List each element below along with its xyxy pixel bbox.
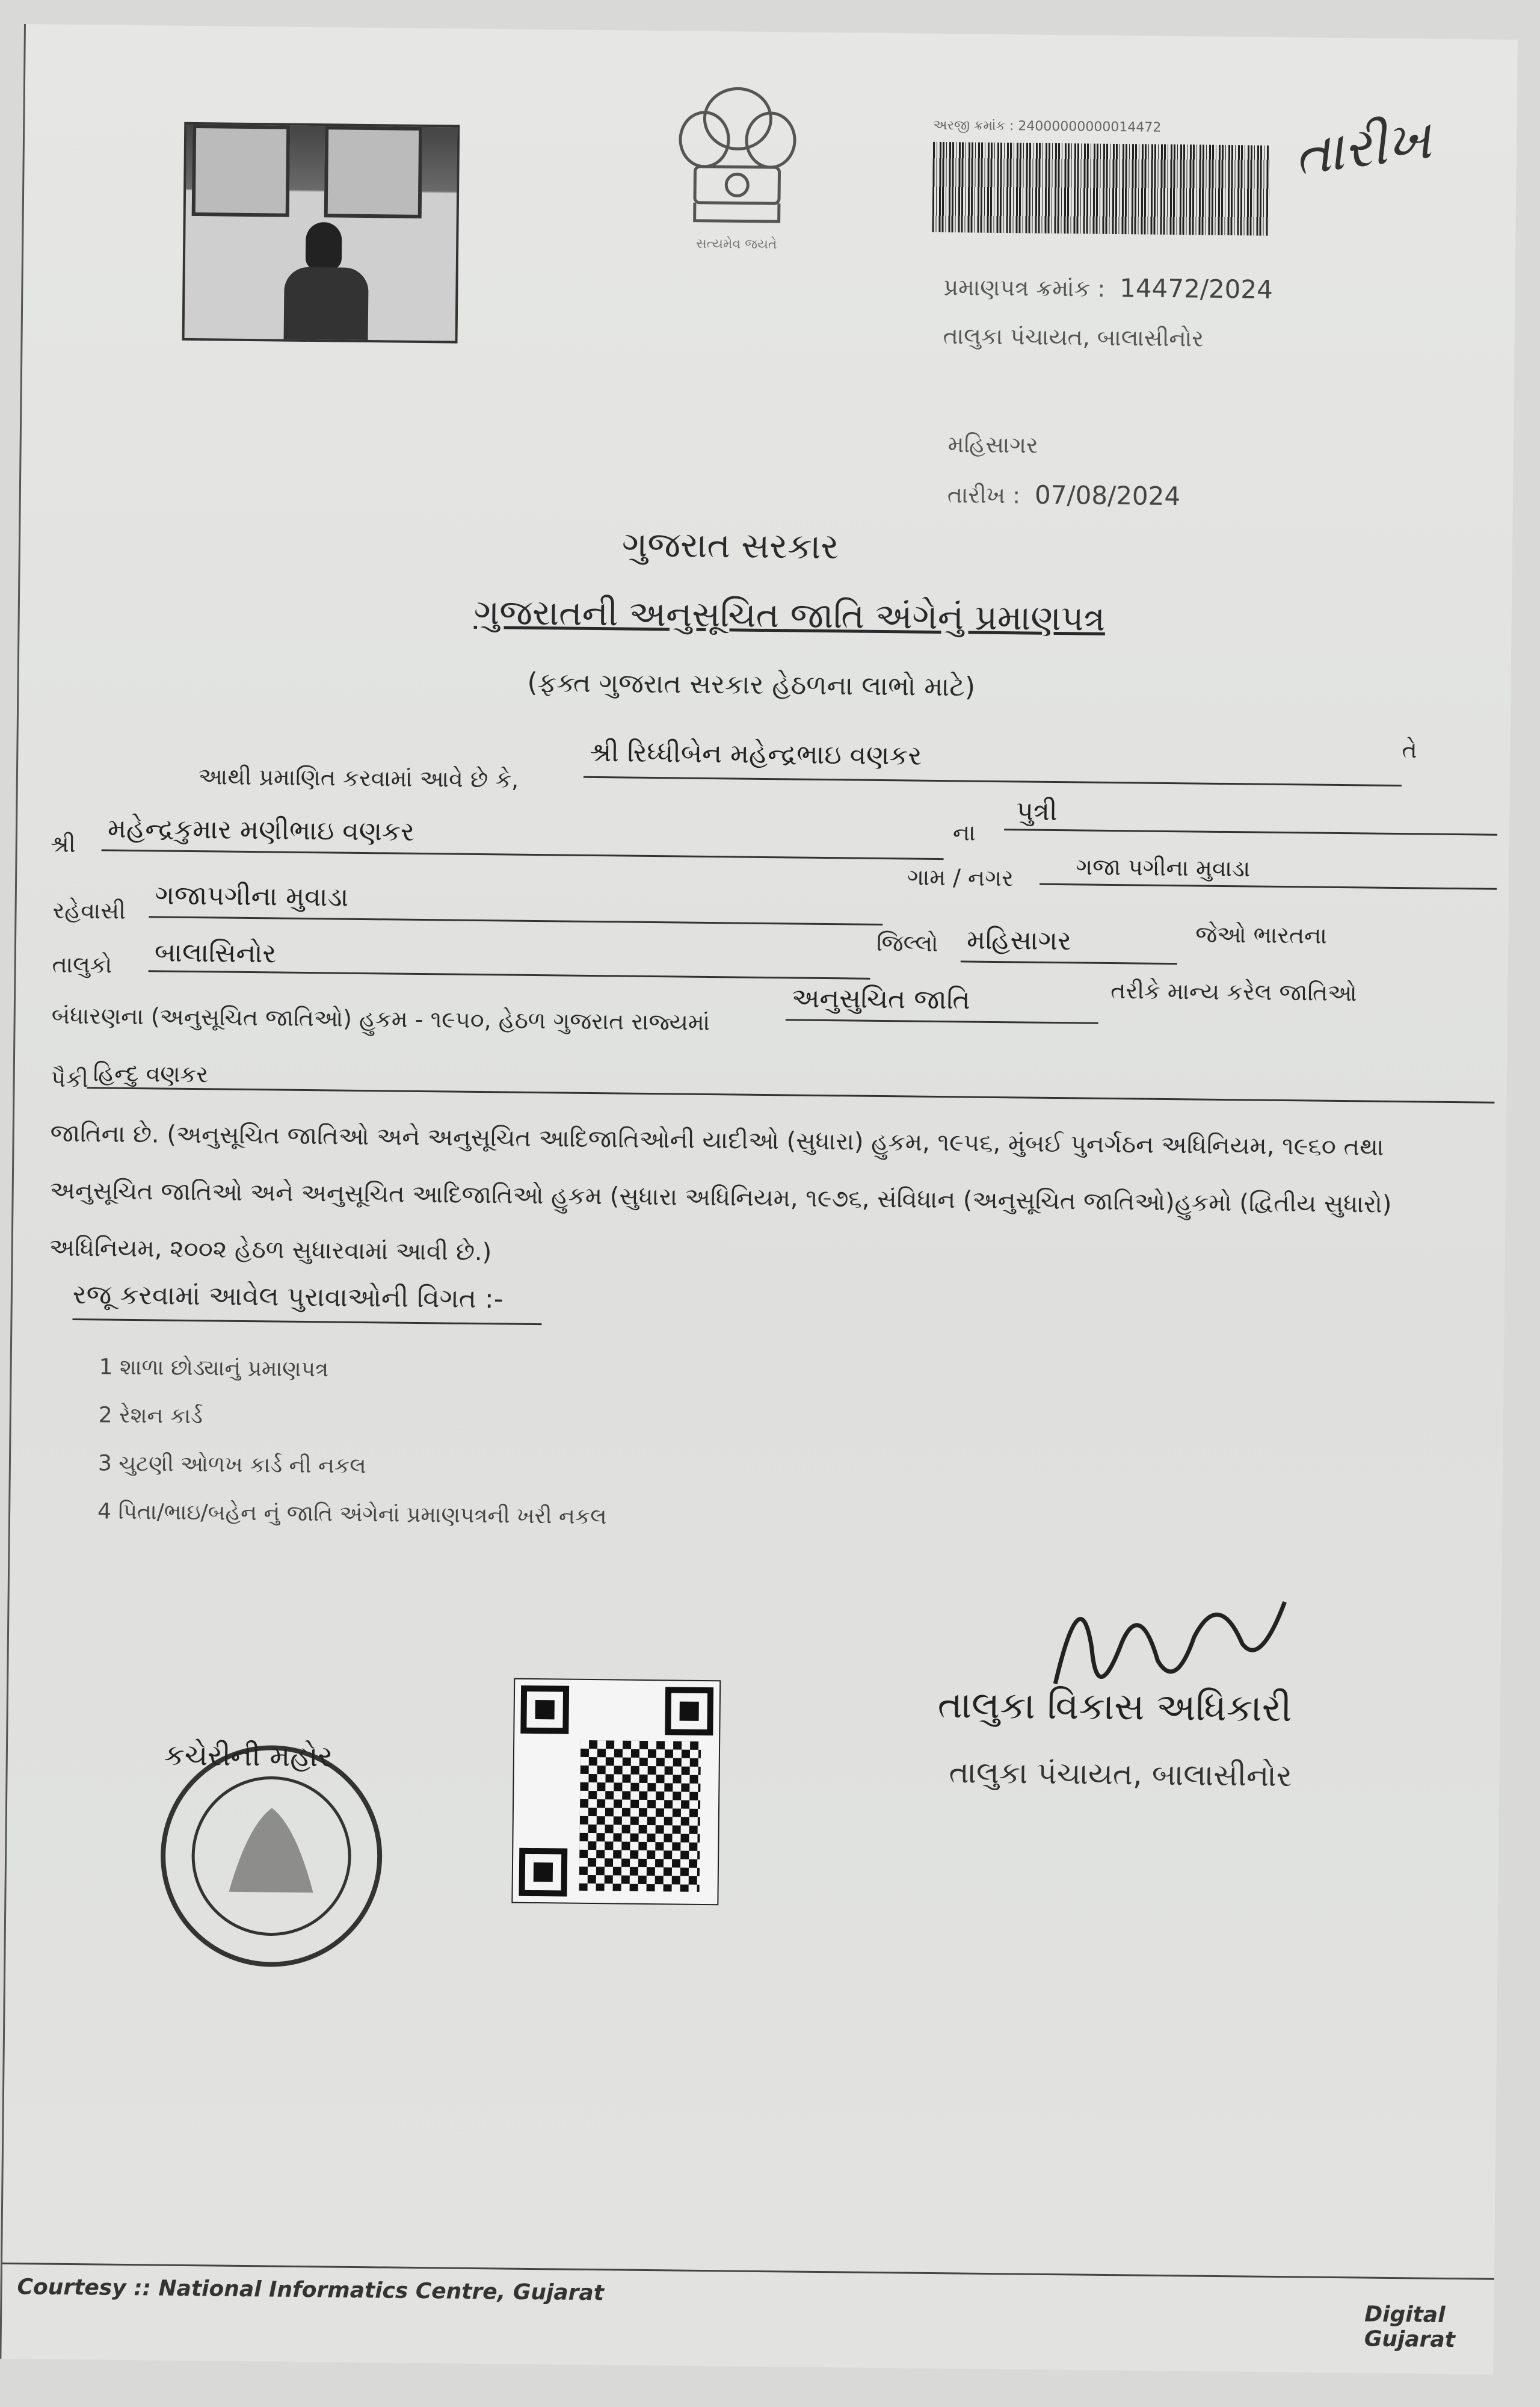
rule [961, 960, 1177, 965]
qr-finder [519, 1848, 567, 1897]
document-item: 4 પિતા/ભાઇ/બહેન નું જાતિ અંગેનાં પ્રમાણપત્રની ખરી નકલ [97, 1499, 607, 1530]
amendment-line-3: અધિનિયમ, ૨૦૦૨ હેઠળ સુધારવામાં આવી છે.) [49, 1234, 492, 1267]
issue-date-label: તારીખ : [947, 481, 1021, 509]
government-title: ગુજરાત સરકાર [621, 524, 839, 567]
photo-window [192, 125, 291, 217]
photo-person-head [306, 222, 342, 271]
footer-courtesy: Courtesy :: National Informatics Centre, Gujarat [17, 2275, 605, 2306]
district-label: જિલ્લો [876, 929, 938, 957]
na-label: ના [952, 819, 976, 846]
issuing-office: તાલુકા પંચાયત, બાલાસીનોર [943, 323, 1204, 352]
rule [72, 1318, 541, 1325]
document-item: 1 શાળા છોડ્યાનું પ્રમાણપત્ર [99, 1355, 329, 1382]
relation: પુત્રી [1016, 796, 1058, 827]
signatory-designation: તાલુકા વિકાસ અધિકારી [937, 1682, 1292, 1731]
issue-date-row [947, 479, 1181, 511]
qr-code [511, 1678, 721, 1906]
emblem-motto: સત્યમેવ જયતે [695, 236, 777, 253]
signatory-office: તાલુકા પંચાયત, બાલાસીનોર [949, 1755, 1293, 1794]
indian-of: જેઓ ભારતના [1195, 921, 1328, 949]
amendment-line-2: અનુસૂચિત જાતિઓ અને અનુસૂચિત આદિજાતિઓ હુકમ (સુધારા અધિનિયમ, ૧૯૭૬, સંવિધાન (અનુસૂચિત જાતિઓ)હુકમો (દ્વિતીય સુધારો) [49, 1176, 1392, 1219]
taluka-label: તાલુકો [52, 951, 112, 978]
handwritten-note: તારીખ [1290, 108, 1435, 188]
footer-brand: Digital Gujarat [1364, 2302, 1456, 2353]
certificate-page [0, 24, 1518, 2375]
village: ગજા પગીના મુવાડા [1076, 853, 1251, 882]
order-text: બંધારણના (અનુસૂચિત જાતિઓ) હુકમ - ૧૯૫૦, હેઠળ ગુજરાત રાજ્યમાં [51, 1002, 710, 1036]
photo-person-body [284, 267, 369, 340]
resident-label: રહેવાસી [52, 897, 126, 924]
certificate-title: ગુજરાતની અનુસૂચિત જાતિ અંગેનું પ્રમાણપત્ર [473, 591, 1106, 639]
seal-text: કચેરીની મહોર [164, 1738, 333, 1774]
applicant-photo [182, 122, 460, 344]
certificate-number-label: પ્રમાણપત્ર ક્રમાંક : [943, 274, 1106, 302]
amendment-line-1: જાતિના છે. (અનુસૂચિત જાતિઓ અને અનુસૂચિત આદિજાતિઓની યાદીઓ (સુધારા) હુકમ, ૧૯૫૬, મુંબઈ પુનર્ગઠન અધિનિયમ, ૧૯૬૦ તથા [50, 1119, 1384, 1161]
resident-of: ગજાપગીના મુવાડા [155, 880, 349, 913]
evidence-heading: રજૂ કરવામાં આવેલ પુરાવાઓની વિગત :- [72, 1279, 504, 1315]
certify-prefix: આથી પ્રમાણિત કરવામાં આવે છે કે, [198, 763, 519, 793]
photo-window [324, 126, 423, 218]
rule [102, 849, 944, 860]
rule [87, 1087, 1494, 1104]
category: અનુસુચિત જાતિ [791, 983, 971, 1016]
rule [1004, 829, 1497, 836]
caste: હિન્દુ વણકર [93, 1060, 209, 1088]
shri-prefix: શ્રી [50, 830, 76, 857]
barcode [932, 142, 1270, 236]
taluka: બાલાસિનોર [154, 937, 277, 969]
father-name: મહેન્દ્રકુમાર મણીભાઇ વણકર [107, 813, 415, 847]
document-item: 3 ચુટણી ઓળખ કાર્ડ ની નકલ [97, 1451, 366, 1479]
district: મહિસાગર [966, 924, 1071, 957]
document-item: 2 રેશન કાર્ડ [98, 1403, 203, 1429]
rule [149, 970, 870, 980]
rule [584, 776, 1402, 786]
holder-suffix: તે [1402, 737, 1417, 764]
national-emblem-icon [658, 76, 817, 282]
caste-prefix: પૈકી [51, 1065, 89, 1093]
office-seal [144, 1722, 399, 1977]
certificate-number-row [943, 271, 1273, 304]
rule [786, 1019, 1098, 1024]
village-label: ગામ / નગર [907, 864, 1014, 892]
rule [1040, 883, 1497, 890]
certificate-subtitle: (ફક્ત ગુજરાત સરકાર હેઠળના લાભો માટે) [527, 667, 976, 703]
rule [149, 916, 882, 925]
barcode-number: અરજી ક્રમાંક : 24000000000014472 [933, 117, 1162, 135]
qr-finder [665, 1687, 713, 1735]
issue-date: 07/08/2024 [1034, 480, 1181, 511]
qr-finder [520, 1686, 569, 1734]
issuing-district: મહિસાગર [947, 431, 1038, 459]
certificate-number: 14472/2024 [1119, 273, 1274, 304]
qr-modules [579, 1740, 701, 1892]
holder-name: શ્રી રિધ્ધીબેન મહેન્દ્રભાઇ વણકર [590, 737, 922, 771]
recognized-text: તરીકે માન્ય કરેલ જાતિઓ [1110, 977, 1357, 1007]
